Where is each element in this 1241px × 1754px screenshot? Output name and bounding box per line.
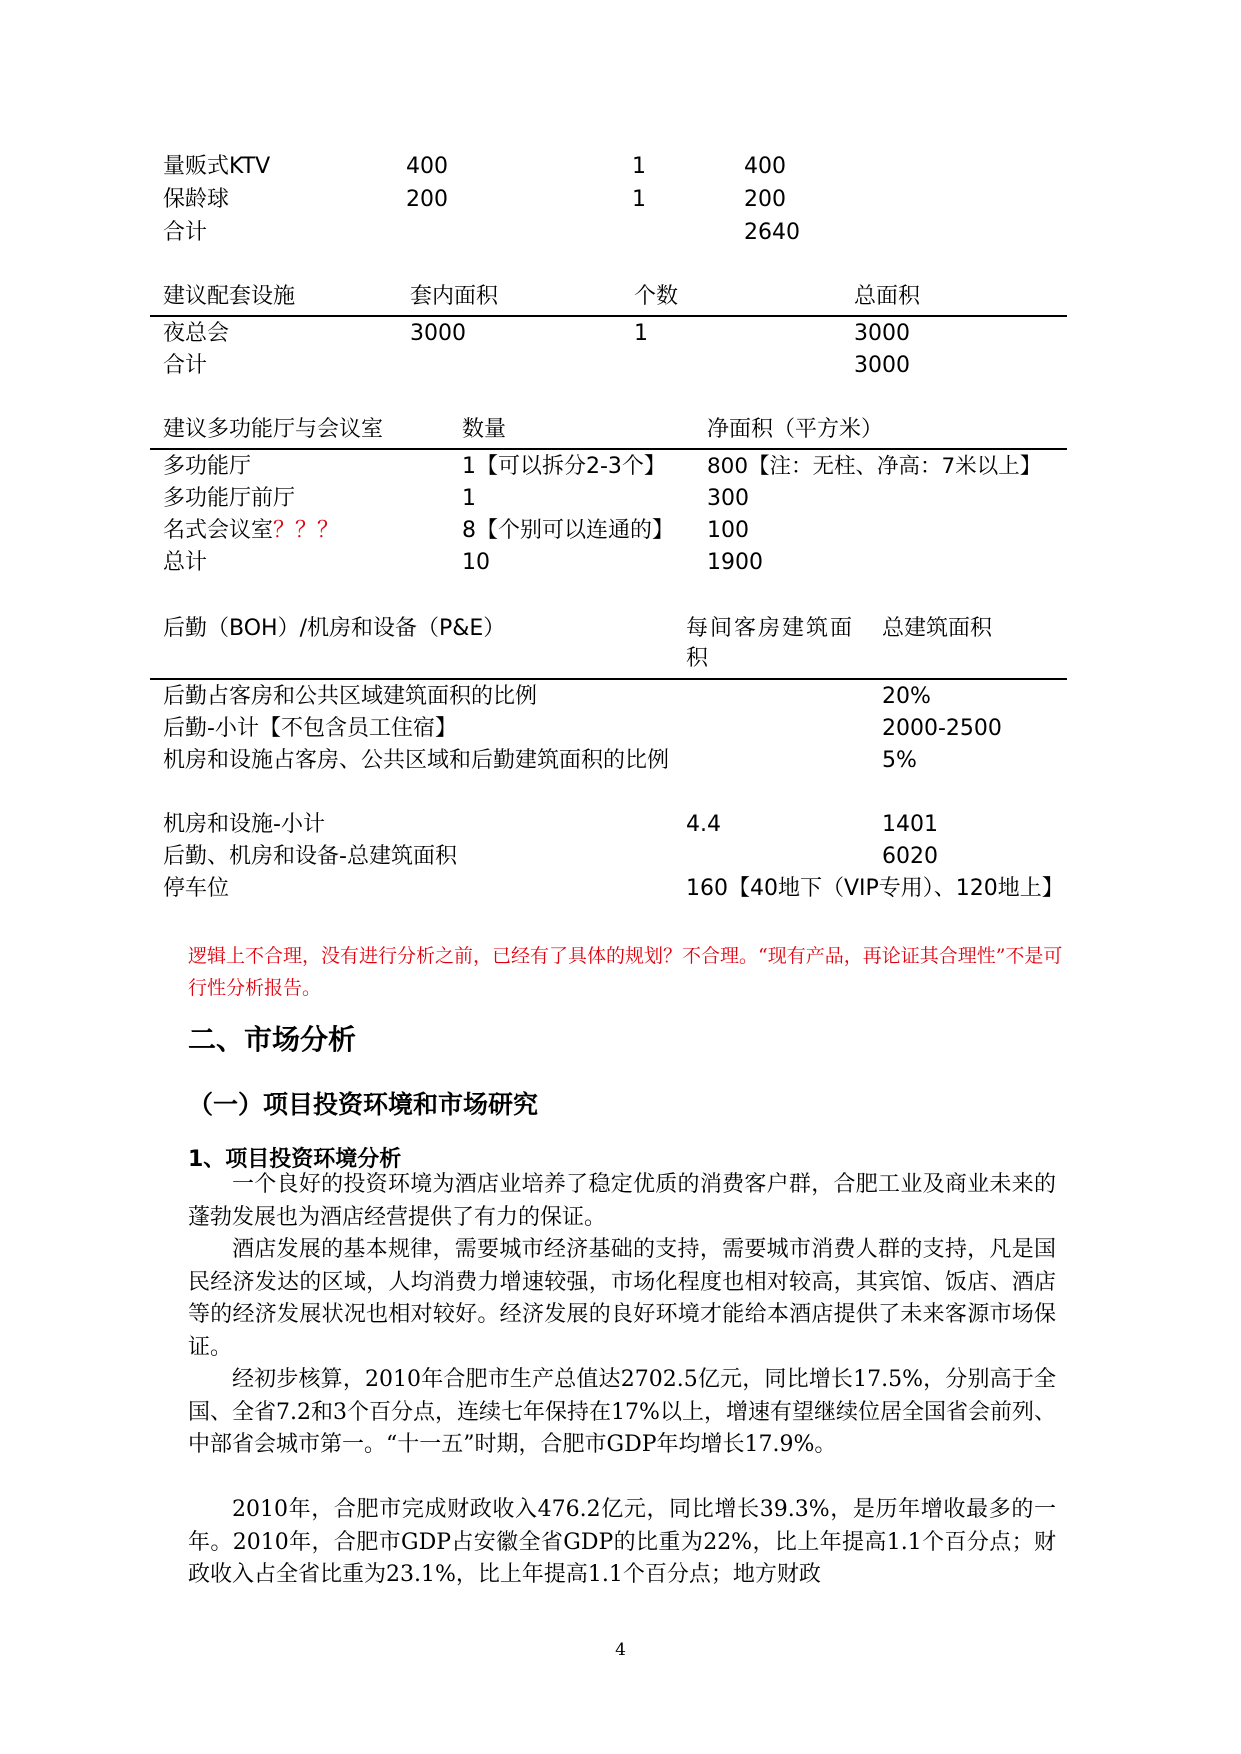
row-count: 1 [634, 321, 648, 346]
row-per-room: 4.4 [686, 812, 721, 837]
row-total: 2000-2500 [882, 716, 1002, 741]
row-qty: 1 [462, 486, 476, 511]
row-total: 1401 [882, 812, 938, 837]
row-total: 20% [882, 684, 931, 709]
body-paragraph: 酒店发展的基本规律，需要城市经济基础的支持，需要城市消费人群的支持，凡是国民经济发达的区域，人均消费力增速较强，市场化程度也相对较高，其宾馆、饭店、酒店等的经济发展状况也相对较好。经济发展的良好环境才能给本酒店提供了未来客源市场保证。 [188, 1237, 1056, 1360]
row-total: 6020 [882, 844, 938, 869]
row-net: 300 [707, 486, 749, 511]
row-qty: 8【个别可以连通的】 [462, 518, 674, 543]
row-net: 100 [707, 518, 749, 543]
row-net: 800【注：无柱、净高：7米以上】 [707, 454, 1042, 479]
row-name: 量贩式KTV [163, 154, 271, 179]
row-area: 400 [406, 154, 448, 179]
table-rule [150, 678, 1067, 680]
row-net: 1900 [707, 550, 763, 575]
table-rule [150, 448, 1067, 450]
row-name: 保龄球 [163, 187, 230, 212]
row-name: 总计 [163, 550, 208, 575]
table-rule [150, 315, 1067, 317]
row-area: 200 [406, 187, 448, 212]
page-number: 4 [615, 1640, 626, 1660]
row-name: 多功能厅 [163, 454, 252, 479]
row-name: 多功能厅前厅 [163, 486, 296, 511]
header-cell: 套内面积 [410, 284, 499, 309]
row-qty: 10 [462, 550, 490, 575]
row-name-cell [163, 516, 339, 546]
subsubsection-title: 1、项目投资环境分析 [188, 1147, 402, 1172]
row-total: 3000 [854, 353, 910, 378]
row-name: 停车位 [163, 876, 230, 901]
row-total: 400 [744, 154, 786, 179]
question-marks: ？？？ [273, 518, 340, 543]
row-count: 1 [632, 154, 646, 179]
row-total: 2640 [744, 220, 800, 245]
header-cell: 建议配套设施 [163, 284, 296, 309]
header-cell: 建议多功能厅与会议室 [163, 417, 384, 442]
section-title: 二、市场分析 [188, 1023, 357, 1056]
row-area: 3000 [410, 321, 466, 346]
header-cell: 个数 [634, 284, 679, 309]
row-total: 5% [882, 748, 917, 773]
row-name: 后勤、机房和设备-总建筑面积 [163, 844, 457, 869]
subsection-title: （一）项目投资环境和市场研究 [188, 1090, 539, 1119]
row-qty: 1【可以拆分2-3个】 [462, 454, 666, 479]
row-total: 3000 [854, 321, 910, 346]
row-count: 1 [632, 187, 646, 212]
header-cell: 数量 [462, 417, 507, 442]
row-per-room: 160【40地下（VIP专用）、120地上】 [686, 876, 1064, 901]
body-paragraph: 一个良好的投资环境为酒店业培养了稳定优质的消费客户群，合肥工业及商业未来的蓬勃发展也为酒店经营提供了有力的保证。 [188, 1172, 1056, 1230]
row-name: 合计 [163, 353, 208, 378]
header-cell: 总面积 [854, 284, 921, 309]
row-name: 后勤-小计【不包含员工住宿】 [163, 716, 457, 741]
body-paragraph: 2010年，合肥市完成财政收入476.2亿元，同比增长39.3%，是历年增收最多的一年。2010年，合肥市GDP占安徽全省GDP的比重为22%，比上年提高1.1个百分点；财政收入占全省比重为23.1%，比上年提高1.1个百分点；地方财政 [188, 1497, 1056, 1587]
row-name: 夜总会 [163, 321, 230, 346]
row-total: 200 [744, 187, 786, 212]
header-cell: 总建筑面积 [882, 616, 993, 641]
row-name: 名式会议室 [163, 518, 274, 543]
review-note: 逻辑上不合理，没有进行分析之前，已经有了具体的规划？不合理。“现有产品，再论证其合理性”不是可行性分析报告。 [188, 945, 1063, 999]
header-cell: 每间客房建筑面积 [686, 616, 855, 671]
row-name: 合计 [163, 220, 208, 245]
row-name: 后勤占客房和公共区域建筑面积的比例 [163, 684, 538, 709]
header-cell: 后勤（BOH）/机房和设备（P&E） [163, 616, 506, 641]
body-paragraph: 经初步核算，2010年合肥市生产总值达2702.5亿元，同比增长17.5%，分别高于全国、全省7.2和3个百分点，连续七年保持在17%以上，增速有望继续位居全国省会前列、中部省会城市第一。“十一五”时期，合肥市GDP年均增长17.9%。 [188, 1367, 1056, 1457]
row-name: 机房和设施-小计 [163, 812, 325, 837]
row-name: 机房和设施占客房、公共区域和后勤建筑面积的比例 [163, 748, 670, 773]
header-cell: 净面积（平方米） [707, 417, 884, 442]
